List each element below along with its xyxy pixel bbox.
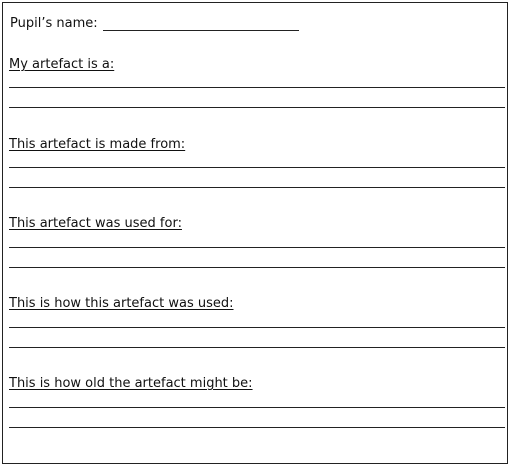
writing-line[interactable] [9, 327, 505, 328]
writing-line[interactable] [9, 347, 505, 348]
writing-line[interactable] [9, 87, 505, 88]
writing-line[interactable] [9, 267, 505, 268]
writing-line[interactable] [9, 407, 505, 408]
worksheet-form [2, 2, 508, 464]
prompt-artefact-is: My artefact is a: [9, 57, 115, 72]
prompt-how-old: This is how old the artefact might be: [9, 376, 253, 391]
pupil-name-row [10, 14, 299, 32]
prompt-used-for: This artefact was used for: [9, 216, 182, 231]
writing-line[interactable] [9, 167, 505, 168]
writing-line[interactable] [9, 427, 505, 428]
pupil-name-blank[interactable] [103, 29, 299, 31]
prompt-how-used: This is how this artefact was used: [9, 296, 234, 311]
writing-line[interactable] [9, 247, 505, 248]
writing-line[interactable] [9, 187, 505, 188]
prompt-made-from: This artefact is made from: [9, 137, 186, 152]
pupil-name-label: Pupil’s name: [10, 16, 98, 31]
writing-line[interactable] [9, 107, 505, 108]
